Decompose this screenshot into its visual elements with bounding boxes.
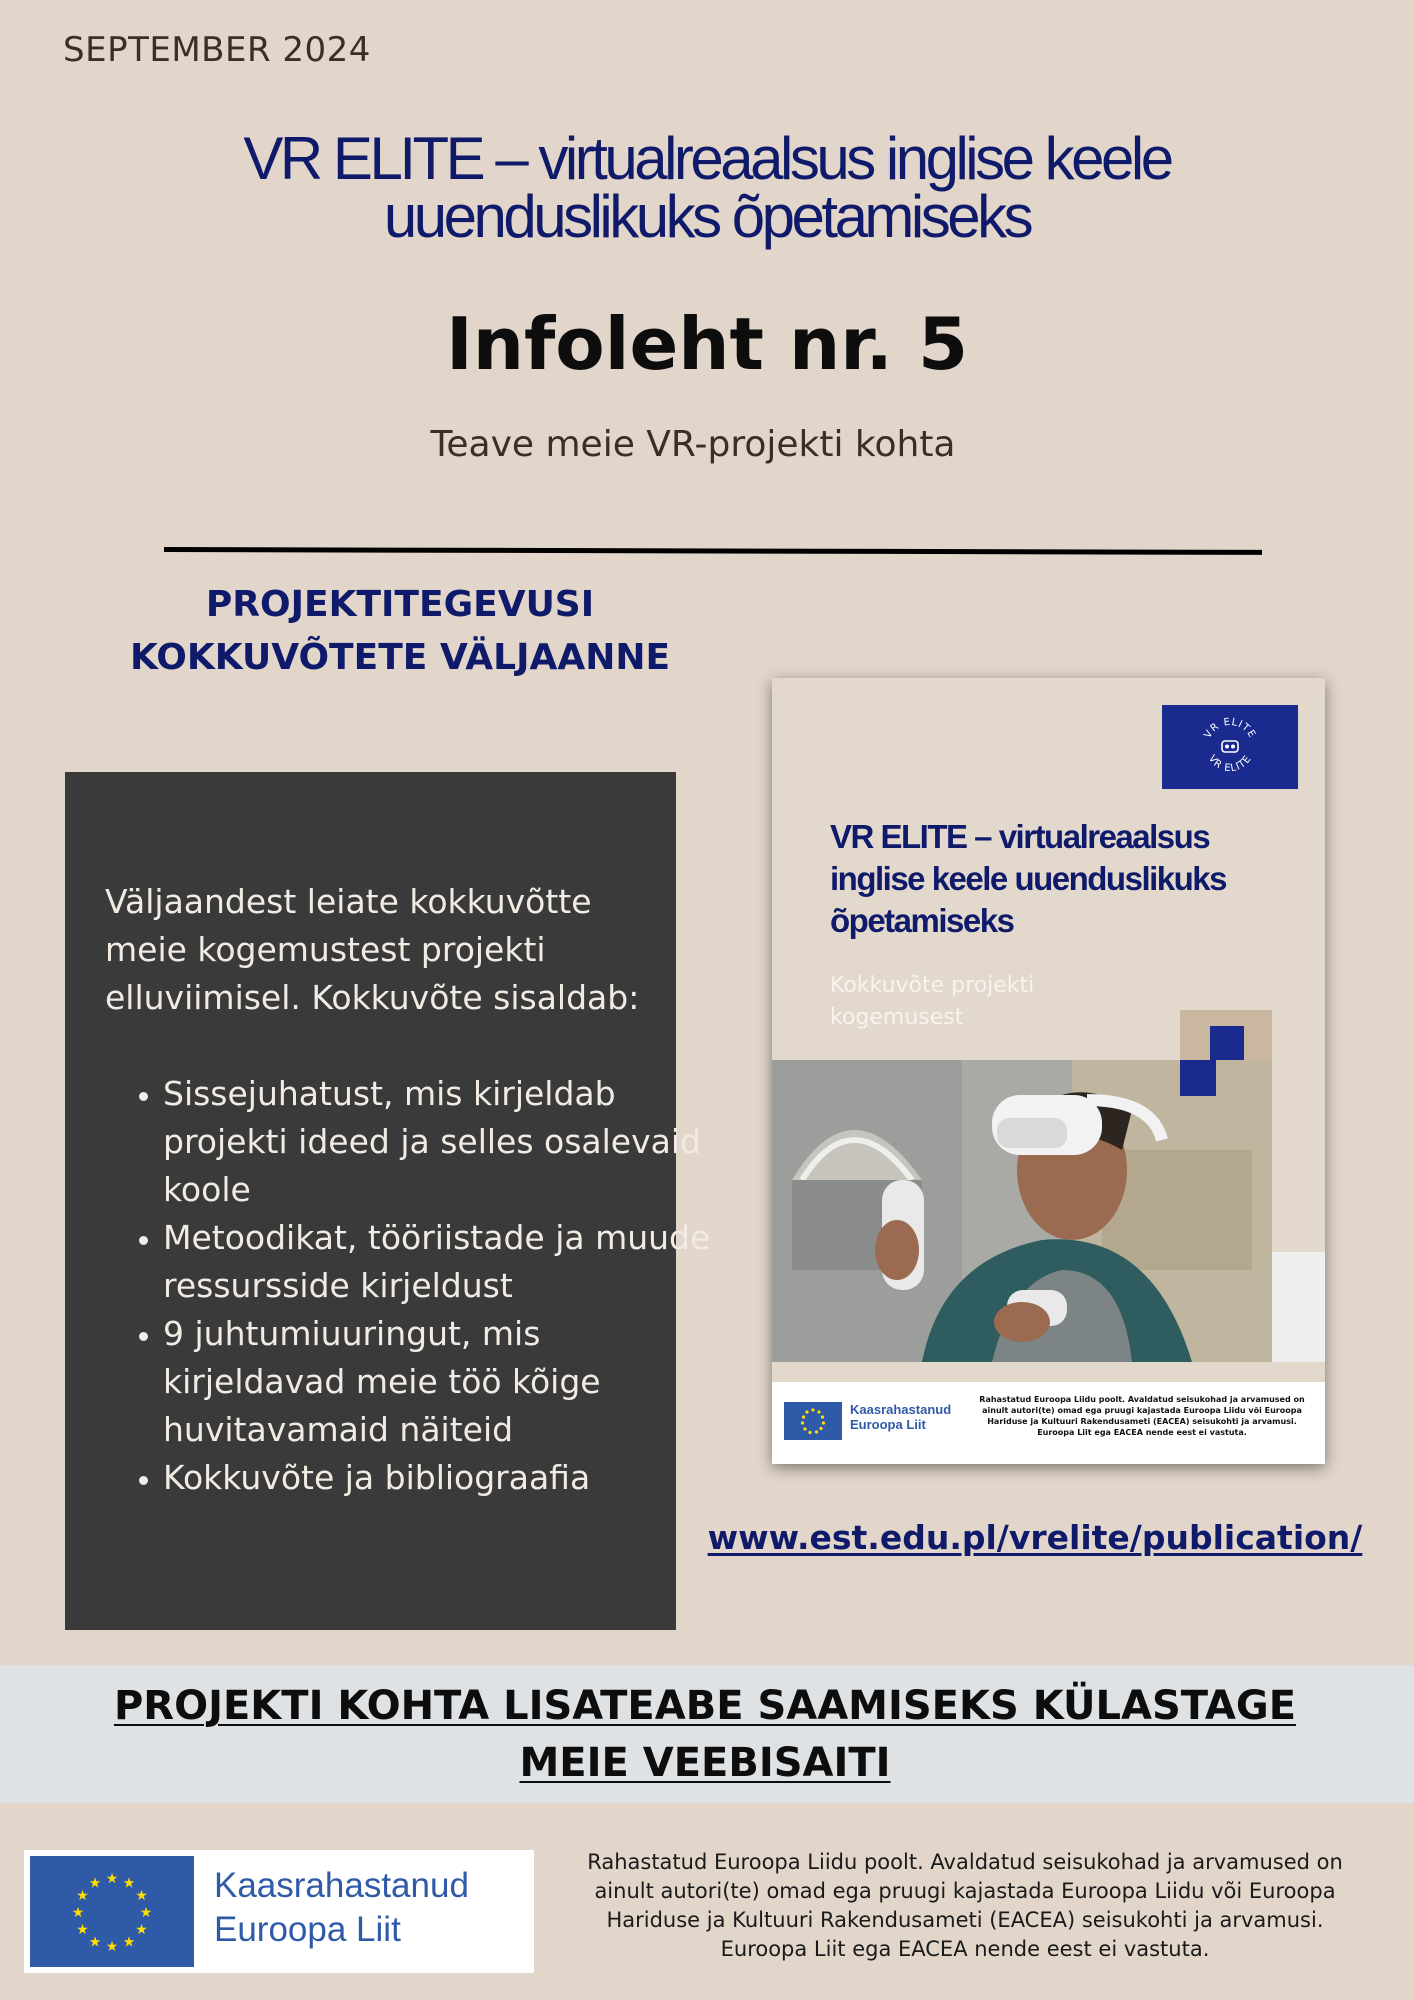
list-item: • Kokkuvõte ja bibliograafia <box>163 1454 713 1502</box>
summary-bullet-list <box>105 1070 713 1502</box>
logo-text-bottom: VR ELITE <box>1205 753 1255 775</box>
eu-flag-icon <box>30 1856 194 1967</box>
vr-user-photo <box>772 1060 1272 1362</box>
publication-link[interactable]: www.est.edu.pl/vrelite/publication/ <box>707 1518 1363 1557</box>
newsletter-subtitle: Teave meie VR-projekti kohta <box>430 424 956 465</box>
decor-square <box>1210 1026 1244 1060</box>
summary-intro: Väljaandest leiate kokkuvõtte meie kogemustest projekti elluviimisel. Kokkuvõte sisaldab: <box>105 882 640 1017</box>
funding-disclaimer: Rahastatud Euroopa Liidu poolt. Avaldatud seisukohad ja arvamused on ainult autori(te) omad ega pruugi kajastada Euroopa Liidu või Euroopa Hariduse ja Kultuuri Rakendusameti (EACEA) seisukohti ja arvamusi. Euroopa Liit ega EACEA nende eest ei vastuta. <box>587 1850 1343 1961</box>
cover-subtitle <box>830 970 1130 1034</box>
svg-text:★: ★ <box>135 1922 148 1938</box>
svg-text:VR ELITE <box>1206 753 1254 774</box>
eu-label-line2: Euroopa Liit <box>214 1910 401 1949</box>
svg-text:★: ★ <box>105 1939 119 1955</box>
project-title-line1: VR ELITE – virtualreaalsus inglise keele <box>243 125 1171 192</box>
cta-line1[interactable]: PROJEKTI KOHTA LISATEABE SAAMISEKS KÜLASTAGE <box>113 1683 1297 1729</box>
section-heading-line1: PROJEKTITEGEVUSI <box>205 584 595 625</box>
svg-text:★: ★ <box>88 1934 102 1951</box>
decor-panel <box>1272 1252 1325 1362</box>
eu-label-line1: Kaasrahastanud <box>214 1866 469 1905</box>
vr-elite-logo <box>1162 705 1298 789</box>
eu-label <box>214 1864 469 1952</box>
website-cta[interactable] <box>0 1678 1410 1792</box>
project-title <box>140 125 1274 250</box>
cover-eu-line2: Euroopa Liit <box>850 1417 926 1432</box>
summary-box <box>65 772 711 1630</box>
project-title-line2: uuenduslikuks õpetamiseks <box>383 183 1031 250</box>
list-item: • 9 juhtumiuuringut, mis kirjeldavad meie töö kõige huvitavamaid näiteid <box>163 1310 713 1454</box>
svg-text:★: ★ <box>105 1871 119 1887</box>
issue-date: SEPTEMBER 2024 <box>63 30 371 70</box>
newsletter-number: Infoleht nr. 5 <box>445 302 969 386</box>
cover-eu-line1: Kaasrahastanud <box>850 1402 952 1417</box>
publication-cover[interactable] <box>772 678 1325 1464</box>
svg-text:★: ★ <box>139 1905 153 1921</box>
eu-cofunded-logo <box>24 1850 534 1973</box>
section-heading-line2: KOKKUVÕTETE VÄLJAANNE <box>129 637 671 678</box>
vr-headset-icon <box>1222 741 1238 752</box>
svg-text:★: ★ <box>76 1922 89 1938</box>
cta-line2[interactable]: MEIE VEEBISAITI <box>519 1740 891 1786</box>
svg-text:★: ★ <box>135 1888 148 1904</box>
logo-text-top: VR ELITE <box>1202 716 1258 741</box>
svg-text:★: ★ <box>88 1875 102 1892</box>
svg-text:★: ★ <box>122 1934 136 1951</box>
svg-text:★: ★ <box>122 1875 136 1892</box>
cover-disclaimer: Rahastatud Euroopa Liidu poolt. Avaldatud seisukohad ja arvamused on ainult autori(te) omad ega pruugi kajastada Euroopa Liidu või Euroopa Hariduse ja Kultuuri Rakendusameti (EACEA) seisukohti ja arvamusi. Euroopa Liit ega EACEA nende eest ei vastuta. <box>979 1395 1305 1437</box>
cover-subtitle-line1: Kokkuvõte projekti <box>830 973 1035 998</box>
cover-eu-label <box>850 1402 951 1432</box>
svg-text:VR ELITE <box>1202 717 1257 741</box>
website-cta-band <box>0 1665 1414 1803</box>
cover-title: VR ELITE – virtualreaalsus inglise keele uuenduslikuks õpetamiseks <box>830 818 1226 939</box>
divider-line <box>164 547 1262 555</box>
decor-square <box>1180 1060 1216 1096</box>
svg-text:★: ★ <box>71 1905 85 1921</box>
section-heading <box>100 578 700 684</box>
cover-subtitle-line2: kogemusest <box>830 1005 964 1030</box>
list-item: • Metoodikat, tööriistade ja muude ressursside kirjeldust <box>163 1214 713 1310</box>
svg-text:★: ★ <box>76 1888 89 1904</box>
list-item: • Sissejuhatust, mis kirjeldab projekti ideed ja selles osalevaid koole <box>163 1070 713 1214</box>
eu-flag-icon <box>784 1402 842 1440</box>
cover-footer <box>772 1382 1325 1464</box>
